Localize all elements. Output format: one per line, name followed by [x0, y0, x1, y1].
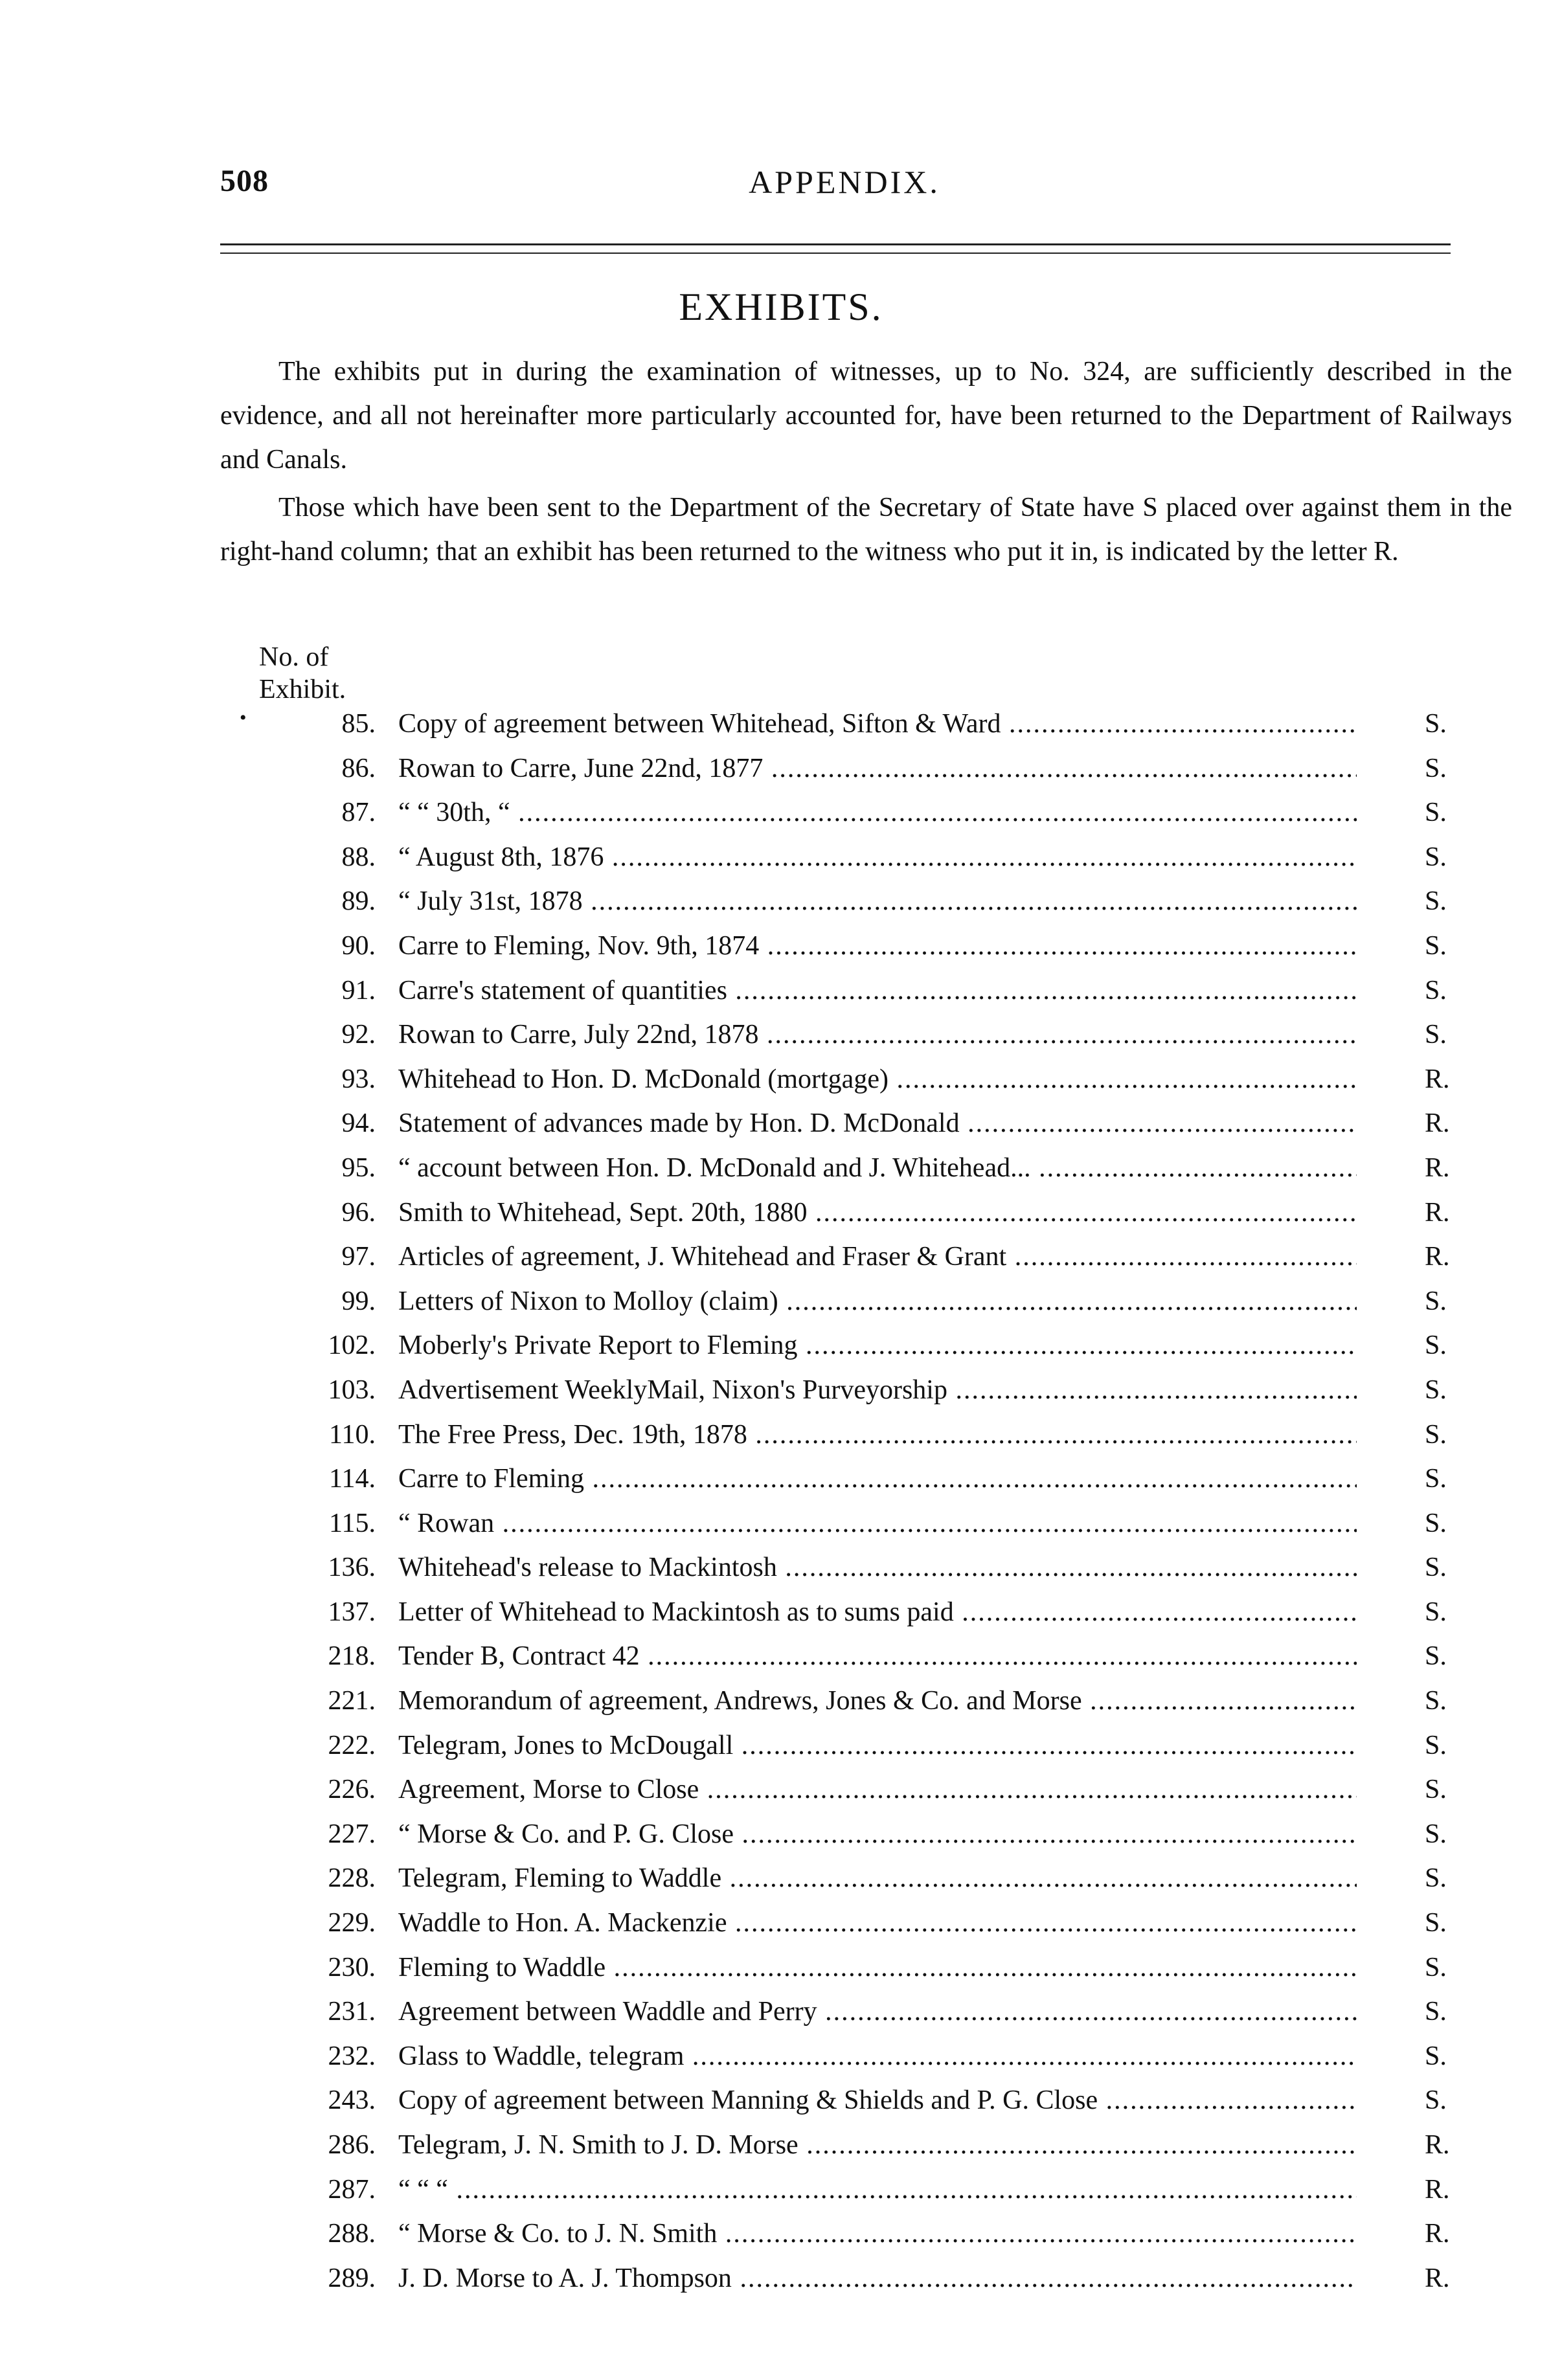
exhibit-disposition: S.	[1425, 753, 1447, 783]
exhibit-disposition: S.	[1425, 798, 1447, 828]
exhibit-description: “ Morse & Co. and P. G. Close .....	[398, 1812, 1357, 1856]
exhibit-description: The Free Press, Dec. 19th, 1878 .....	[398, 1413, 1357, 1457]
header-rule-bottom	[220, 253, 1451, 254]
exhibit-row	[278, 1946, 1447, 1990]
exhibit-description: Copy of agreement between Whitehead, Sifton & Ward .....	[398, 702, 1357, 746]
exhibit-description: “ “ 30th, “ .....	[398, 791, 1357, 835]
exhibit-number: 86.	[341, 753, 376, 783]
exhibit-row	[278, 1279, 1447, 1324]
exhibit-description: Agreement, Morse to Close .....	[398, 1768, 1357, 1812]
exhibit-row	[278, 1146, 1450, 1191]
exhibit-row	[278, 1723, 1447, 1768]
exhibit-row	[278, 2168, 1450, 2212]
exhibit-row	[278, 1679, 1447, 1723]
exhibit-description: Whitehead to Hon. D. McDonald (mortgage) .....	[398, 1057, 1357, 1101]
exhibit-description: Carre to Fleming, Nov. 9th, 1874 .....	[398, 924, 1357, 968]
exhibit-description: Glass to Waddle, telegram .....	[398, 2034, 1357, 2078]
exhibit-description: Telegram, J. N. Smith to J. D. Morse .....	[398, 2123, 1357, 2167]
exhibit-disposition: S.	[1425, 1330, 1447, 1361]
exhibit-number: 222.	[328, 1730, 376, 1760]
exhibit-number: 88.	[341, 842, 376, 872]
exhibit-number: 286.	[328, 2130, 376, 2160]
exhibit-number: 85.	[341, 709, 376, 739]
exhibit-number: 115.	[329, 1508, 376, 1538]
exhibit-row	[278, 1634, 1447, 1679]
exhibit-description: “ account between Hon. D. McDonald and J. Whitehead... .....	[398, 1146, 1357, 1190]
exhibit-disposition: S.	[1425, 1863, 1447, 1894]
exhibit-number: 243.	[328, 2085, 376, 2116]
exhibit-description: Articles of agreement, J. Whitehead and Fraser & Grant .....	[398, 1235, 1357, 1279]
exhibit-description: “ August 8th, 1876 .....	[398, 835, 1357, 879]
exhibit-description: “ July 31st, 1878 .....	[398, 879, 1357, 923]
exhibit-number: 99.	[341, 1286, 376, 1316]
exhibit-disposition: S.	[1425, 930, 1447, 961]
exhibit-description: “ Morse & Co. to J. N. Smith .....	[398, 2212, 1357, 2256]
exhibit-row	[278, 1057, 1450, 1102]
running-head: APPENDIX.	[749, 164, 940, 200]
exhibit-disposition: S.	[1425, 1020, 1447, 1050]
exhibit-row	[278, 1323, 1447, 1368]
exhibit-disposition: S.	[1425, 1286, 1447, 1316]
exhibit-description: “ “ “ .....	[398, 2168, 1357, 2212]
exhibit-row	[278, 747, 1447, 791]
exhibit-disposition: S.	[1425, 1997, 1447, 2027]
exhibit-number: 92.	[341, 1020, 376, 1050]
exhibit-row	[278, 1413, 1447, 1457]
exhibit-number: 288.	[328, 2219, 376, 2249]
intro-paragraph-2: Those which have been sent to the Department of the Secretary of State have S placed over against them in the right-hand column; that an exhibit has been returned to the witness who put it in, is indicated by the letter R.	[220, 493, 1512, 567]
exhibit-disposition: S.	[1425, 1775, 1447, 1805]
exhibit-row	[278, 1856, 1447, 1901]
exhibit-row	[278, 1501, 1447, 1546]
exhibit-disposition: S.	[1425, 1553, 1447, 1583]
exhibit-disposition: S.	[1425, 1730, 1447, 1760]
exhibit-row	[278, 1101, 1450, 1146]
exhibit-row	[278, 2123, 1450, 2168]
exhibit-number: 93.	[341, 1064, 376, 1094]
exhibit-disposition: R.	[1425, 2174, 1450, 2205]
exhibit-row	[278, 1990, 1447, 2034]
exhibit-disposition: S.	[1425, 1375, 1447, 1405]
exhibit-disposition: S.	[1425, 1952, 1447, 1982]
exhibit-row	[278, 1235, 1450, 1279]
exhibit-disposition: R.	[1425, 1064, 1450, 1094]
exhibit-number: 231.	[328, 1997, 376, 2027]
exhibit-disposition: S.	[1425, 975, 1447, 1005]
exhibit-row	[278, 1901, 1447, 1946]
exhibit-disposition: R.	[1425, 2219, 1450, 2249]
exhibit-description: Carre to Fleming .....	[398, 1457, 1357, 1501]
exhibit-number: 114.	[329, 1464, 376, 1494]
exhibit-disposition: S.	[1425, 1464, 1447, 1494]
exhibit-number: 229.	[328, 1908, 376, 1938]
exhibit-number: 221.	[328, 1686, 376, 1716]
exhibit-row	[278, 1812, 1447, 1857]
exhibit-number: 87.	[341, 798, 376, 828]
exhibit-description: Letters of Nixon to Molloy (claim) .....	[398, 1279, 1357, 1323]
exhibit-disposition: R.	[1425, 2263, 1450, 2293]
exhibit-number: 136.	[328, 1553, 376, 1583]
exhibit-disposition: S.	[1425, 2041, 1447, 2071]
exhibit-number: 289.	[328, 2263, 376, 2293]
exhibit-number: 137.	[328, 1597, 376, 1627]
exhibit-disposition: S.	[1425, 1686, 1447, 1716]
exhibit-number: 287.	[328, 2174, 376, 2205]
exhibit-row	[278, 1768, 1447, 1812]
exhibit-number: 95.	[341, 1152, 376, 1183]
exhibit-description: Memorandum of agreement, Andrews, Jones & Co. and Morse .....	[398, 1679, 1357, 1723]
exhibit-disposition: R.	[1425, 1242, 1450, 1272]
exhibit-description: Letter of Whitehead to Mackintosh as to sums paid .....	[398, 1590, 1357, 1634]
exhibit-number: 103.	[328, 1375, 376, 1405]
exhibit-number: 94.	[341, 1108, 376, 1139]
exhibit-row	[278, 1457, 1447, 1501]
exhibit-row	[278, 2034, 1447, 2079]
exhibit-disposition: S.	[1425, 1419, 1447, 1450]
exhibit-number: 91.	[341, 975, 376, 1005]
exhibit-disposition: R.	[1425, 1152, 1450, 1183]
exhibit-number: 96.	[341, 1197, 376, 1228]
exhibit-number: 218.	[328, 1641, 376, 1672]
exhibit-description: Telegram, Jones to McDougall .....	[398, 1723, 1357, 1768]
page-number: 508	[220, 164, 269, 198]
exhibit-description: Rowan to Carre, June 22nd, 1877 .....	[398, 747, 1357, 791]
exhibit-number: 227.	[328, 1819, 376, 1849]
exhibit-description: Moberly's Private Report to Fleming .....	[398, 1323, 1357, 1367]
exhibit-disposition: S.	[1425, 1819, 1447, 1849]
exhibit-disposition: S.	[1425, 1641, 1447, 1672]
exhibit-row	[278, 2212, 1450, 2256]
exhibit-disposition: S.	[1425, 886, 1447, 917]
exhibit-disposition: R.	[1425, 2130, 1450, 2160]
exhibit-description: Whitehead's release to Mackintosh .....	[398, 1545, 1357, 1589]
exhibit-disposition: S.	[1425, 1508, 1447, 1538]
exhibit-description: Fleming to Waddle .....	[398, 1946, 1357, 1990]
column-header-line-2: Exhibit.	[259, 675, 346, 704]
exhibit-description: Smith to Whitehead, Sept. 20th, 1880 .....	[398, 1191, 1357, 1235]
column-header-line-1: No. of	[259, 642, 329, 672]
exhibit-number: 226.	[328, 1775, 376, 1805]
exhibit-description: Rowan to Carre, July 22nd, 1878 .....	[398, 1013, 1357, 1057]
section-title: EXHIBITS.	[679, 286, 883, 328]
exhibit-row	[278, 924, 1447, 969]
intro-paragraph-1: The exhibits put in during the examination of witnesses, up to No. 324, are sufficiently described in the evidence, and all not hereinafter more particularly accounted for, have been returned to the Department of Railways and Canals.	[220, 357, 1512, 475]
exhibit-number: 102.	[328, 1330, 376, 1361]
exhibit-row	[278, 2256, 1450, 2301]
exhibit-row	[278, 1590, 1447, 1635]
exhibit-row	[278, 2078, 1447, 2123]
exhibit-description: Telegram, Fleming to Waddle .....	[398, 1856, 1357, 1900]
exhibit-description: Carre's statement of quantities .....	[398, 969, 1357, 1013]
exhibit-disposition: S.	[1425, 709, 1447, 739]
exhibit-row	[278, 1368, 1447, 1413]
exhibit-disposition: S.	[1425, 1597, 1447, 1627]
exhibit-row	[278, 1191, 1450, 1235]
exhibit-number: 90.	[341, 930, 376, 961]
exhibit-description: Agreement between Waddle and Perry .....	[398, 1990, 1357, 2034]
exhibit-description: Copy of agreement between Manning & Shields and P. G. Close .....	[398, 2078, 1357, 2122]
exhibit-number: 232.	[328, 2041, 376, 2071]
exhibit-number: 97.	[341, 1242, 376, 1272]
exhibit-row	[278, 1013, 1447, 1057]
page-header	[220, 163, 1469, 215]
exhibit-row	[278, 702, 1447, 747]
exhibit-row	[278, 791, 1447, 835]
exhibit-list	[278, 702, 1450, 2300]
exhibit-number: 89.	[341, 886, 376, 917]
exhibit-disposition: S.	[1425, 1908, 1447, 1938]
exhibit-number: 230.	[328, 1952, 376, 1982]
exhibit-row	[278, 969, 1447, 1013]
exhibit-disposition: R.	[1425, 1108, 1450, 1139]
exhibit-row	[278, 1545, 1447, 1590]
exhibit-row	[278, 879, 1447, 924]
exhibit-description: J. D. Morse to A. J. Thompson .....	[398, 2256, 1357, 2300]
column-header	[259, 641, 346, 706]
exhibit-description: Advertisement WeeklyMail, Nixon's Purveyorship .....	[398, 1368, 1357, 1412]
exhibit-number: 110.	[329, 1419, 376, 1450]
margin-dot: •	[240, 707, 247, 728]
exhibit-disposition: S.	[1425, 842, 1447, 872]
exhibit-disposition: R.	[1425, 1197, 1450, 1228]
exhibit-description: Statement of advances made by Hon. D. McDonald .....	[398, 1101, 1357, 1145]
exhibit-row	[278, 835, 1447, 880]
exhibit-number: 228.	[328, 1863, 376, 1894]
exhibit-description: Tender B, Contract 42 .....	[398, 1634, 1357, 1678]
exhibit-description: Waddle to Hon. A. Mackenzie .....	[398, 1901, 1357, 1945]
exhibit-description: “ Rowan .....	[398, 1501, 1357, 1545]
exhibit-disposition: S.	[1425, 2085, 1447, 2116]
header-rule-top	[220, 243, 1451, 245]
